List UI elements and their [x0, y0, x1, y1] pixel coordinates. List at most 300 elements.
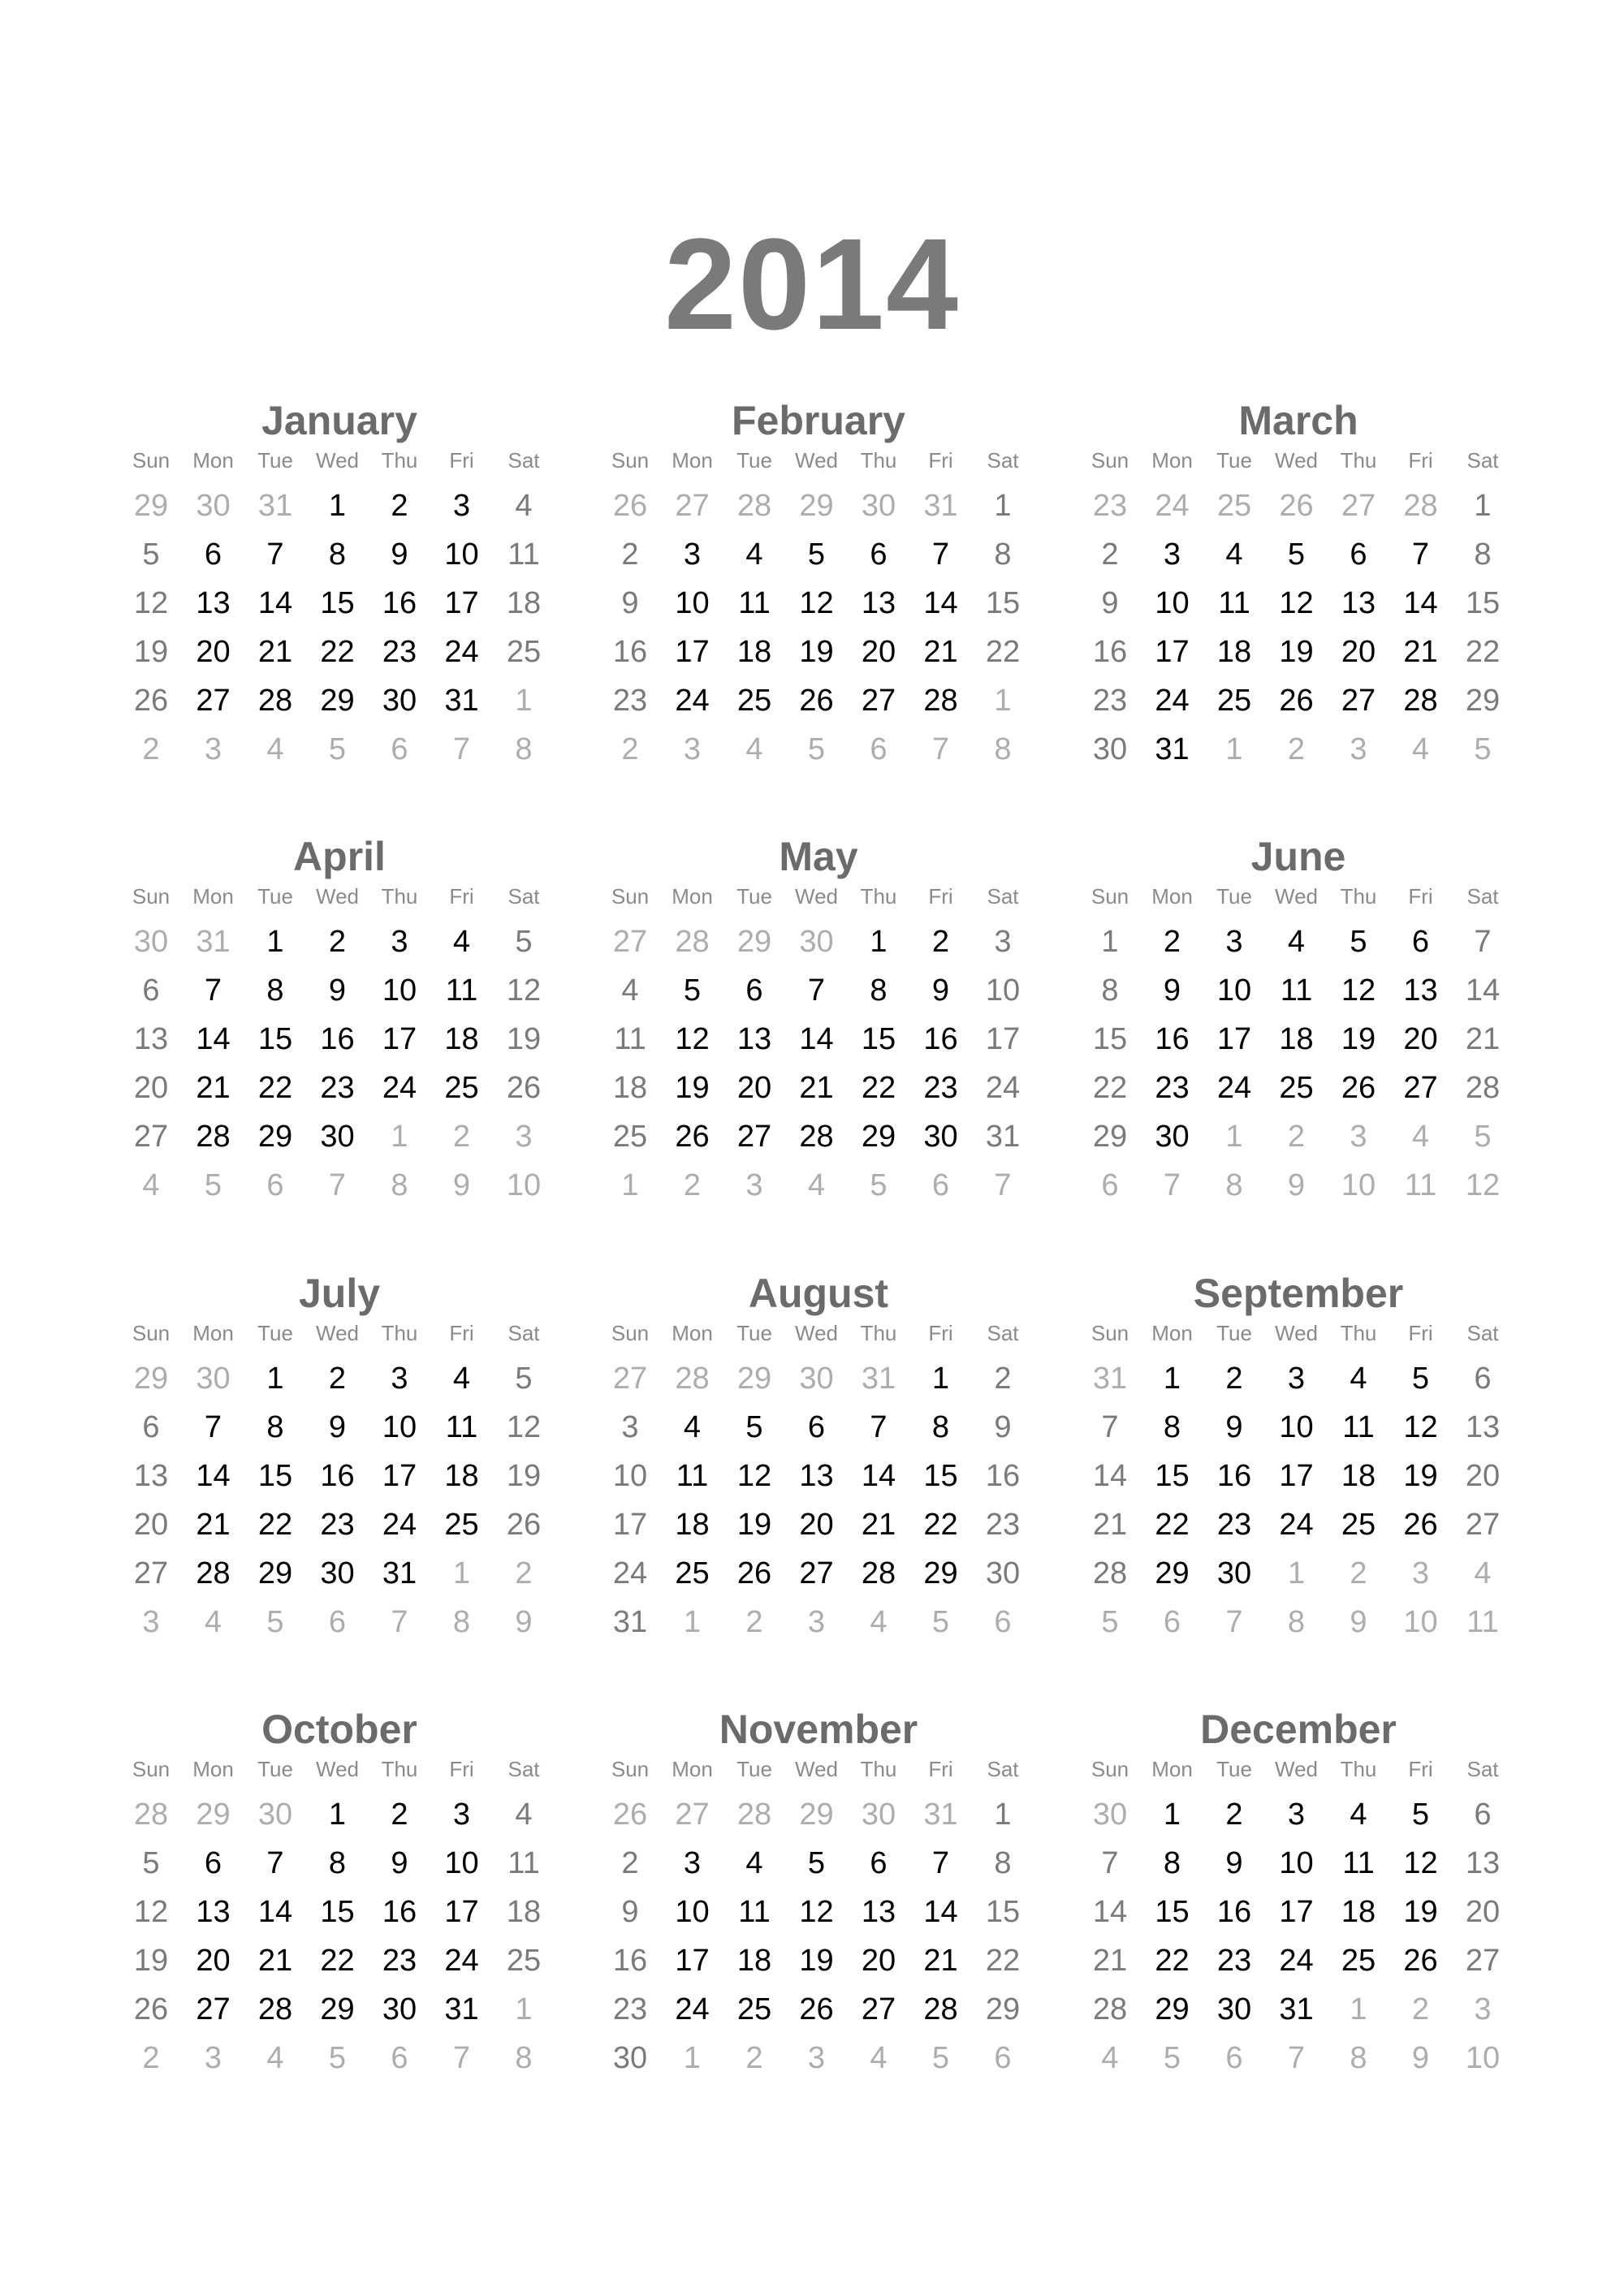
day-cell: 5: [142, 537, 160, 572]
day-cell: 14: [861, 1459, 896, 1493]
day-cell: 30: [320, 1120, 355, 1154]
week-row: [599, 530, 1038, 579]
week-row: [599, 481, 1038, 530]
weekday-label: Tue: [257, 1757, 293, 1781]
day-cell: 16: [1155, 1022, 1190, 1056]
day-cell: 12: [736, 1459, 772, 1493]
adjacent-month-day-cell: 10: [1465, 2041, 1501, 2075]
adjacent-month-day-cell: 3: [745, 1168, 763, 1202]
adjacent-month-day-cell: 5: [328, 732, 347, 766]
adjacent-month-day-cell: 26: [1279, 489, 1314, 523]
adjacent-month-day-cell: 2: [1350, 1556, 1367, 1590]
day-cell: 4: [515, 489, 533, 523]
day-cell: 9: [1225, 1410, 1243, 1444]
month-name: March: [1238, 398, 1358, 443]
adjacent-month-day-cell: 24: [1155, 489, 1190, 523]
weekday-label: Sat: [987, 1321, 1019, 1345]
day-cell: 23: [382, 635, 417, 669]
day-cell: 26: [1341, 1071, 1376, 1105]
weekday-label: Wed: [316, 1757, 359, 1781]
day-cell: 25: [736, 684, 772, 718]
day-cell: 26: [799, 684, 834, 718]
weekday-label: Thu: [381, 1757, 418, 1781]
day-cell: 11: [445, 973, 478, 1008]
week-row: [1079, 1839, 1518, 1888]
day-cell: 17: [985, 1022, 1021, 1056]
weekday-label: Tue: [257, 884, 293, 908]
day-cell: 8: [931, 1410, 950, 1444]
adjacent-month-day-cell: 30: [133, 925, 169, 959]
day-cell: 9: [328, 973, 347, 1008]
week-row: [120, 917, 559, 966]
adjacent-month-day-cell: 7: [452, 732, 471, 766]
week-row: [1079, 1598, 1518, 1646]
day-cell: 9: [391, 1846, 408, 1880]
weekday-label: Thu: [1340, 448, 1377, 473]
day-cell: 24: [1216, 1071, 1252, 1105]
adjacent-month-day-cell: 27: [675, 1798, 710, 1832]
day-cell: 12: [1403, 1410, 1438, 1444]
day-cell: 5: [1350, 925, 1367, 959]
adjacent-month-day-cell: 9: [452, 1168, 471, 1202]
week-row: [1079, 481, 1518, 530]
day-cell: 4: [621, 973, 639, 1008]
adjacent-month-day-cell: 29: [799, 489, 834, 523]
day-cell: 6: [204, 1846, 222, 1880]
day-cell: 28: [196, 1120, 231, 1154]
week-row: [1079, 530, 1518, 579]
day-cell: 25: [612, 1120, 648, 1154]
day-cell: 8: [994, 537, 1012, 572]
week-row: [1079, 1161, 1518, 1210]
weekday-label: Sat: [508, 884, 540, 908]
adjacent-month-day-cell: 26: [612, 489, 648, 523]
adjacent-month-day-cell: 12: [1465, 1168, 1501, 1202]
week-row: [120, 530, 559, 579]
day-cell: 20: [133, 1071, 169, 1105]
day-cell: 30: [320, 1556, 355, 1590]
week-row: [1079, 1500, 1518, 1549]
adjacent-month-day-cell: 7: [391, 1605, 408, 1639]
day-cell: 6: [745, 973, 763, 1008]
day-cell: 18: [444, 1022, 479, 1056]
week-row: [599, 1839, 1038, 1888]
day-cell: 24: [1279, 1508, 1314, 1542]
day-cell: 24: [1155, 684, 1190, 718]
day-cell: 22: [257, 1071, 293, 1105]
day-cell: 1: [994, 1798, 1012, 1832]
week-row: [120, 1452, 559, 1500]
day-cell: 10: [444, 1846, 479, 1880]
day-cell: 16: [612, 635, 648, 669]
adjacent-month-day-cell: 5: [1474, 1120, 1492, 1154]
day-cell: 22: [320, 1944, 355, 1978]
day-cell: 31: [382, 1556, 417, 1590]
day-cell: 20: [799, 1508, 834, 1542]
day-cell: 30: [1216, 1556, 1252, 1590]
day-cell: 22: [320, 635, 355, 669]
day-cell: 21: [257, 1944, 293, 1978]
day-cell: 10: [1279, 1410, 1314, 1444]
adjacent-month-day-cell: 2: [1287, 732, 1306, 766]
day-cell: 15: [1465, 586, 1501, 620]
day-cell: 29: [861, 1120, 896, 1154]
day-cell: 2: [1101, 537, 1119, 572]
weekday-label: Wed: [1275, 884, 1318, 908]
adjacent-month-day-cell: 3: [142, 1605, 160, 1639]
adjacent-month-day-cell: 3: [204, 2041, 222, 2075]
day-cell: 18: [1341, 1459, 1376, 1493]
day-cell: 7: [266, 537, 284, 572]
adjacent-month-day-cell: 6: [1225, 2041, 1243, 2075]
week-row: [599, 1500, 1038, 1549]
day-cell: 15: [1155, 1895, 1190, 1929]
day-cell: 28: [861, 1556, 896, 1590]
day-cell: 26: [1279, 684, 1314, 718]
week-row: [599, 1888, 1038, 1936]
day-cell: 1: [328, 489, 347, 523]
adjacent-month-day-cell: 23: [1092, 489, 1128, 523]
adjacent-month-day-cell: 11: [1466, 1605, 1499, 1639]
day-cell: 3: [621, 1410, 639, 1444]
day-cell: 17: [612, 1508, 648, 1542]
day-cell: 3: [452, 1798, 471, 1832]
day-cell: 2: [931, 925, 950, 959]
day-cell: 22: [257, 1508, 293, 1542]
day-cell: 23: [923, 1071, 958, 1105]
adjacent-month-day-cell: 31: [923, 1798, 958, 1832]
weekday-label: Sat: [1466, 1321, 1499, 1345]
day-cell: 18: [736, 1944, 772, 1978]
day-cell: 8: [266, 1410, 284, 1444]
day-cell: 20: [1465, 1459, 1501, 1493]
day-cell: 2: [328, 925, 347, 959]
weekday-label: Sat: [987, 1757, 1019, 1781]
adjacent-month-day-cell: 4: [266, 2041, 284, 2075]
day-cell: 12: [133, 586, 169, 620]
adjacent-month-day-cell: 29: [736, 925, 772, 959]
adjacent-month-day-cell: 6: [1163, 1605, 1181, 1639]
adjacent-month-day-cell: 4: [1474, 1556, 1492, 1590]
day-cell: 22: [985, 635, 1021, 669]
weekday-label: Sun: [611, 1757, 650, 1781]
adjacent-month-day-cell: 10: [1341, 1168, 1376, 1202]
week-row: [120, 1839, 559, 1888]
weekday-label: Sat: [1466, 884, 1499, 908]
day-cell: 5: [1411, 1798, 1430, 1832]
day-cell: 13: [861, 1895, 896, 1929]
day-cell: 4: [515, 1798, 533, 1832]
day-cell: 13: [736, 1022, 772, 1056]
day-cell: 15: [320, 586, 355, 620]
day-cell: 7: [1474, 925, 1492, 959]
day-cell: 24: [612, 1556, 648, 1590]
adjacent-month-day-cell: 8: [1225, 1168, 1243, 1202]
day-cell: 18: [1216, 635, 1252, 669]
day-cell: 28: [257, 684, 293, 718]
day-cell: 30: [1216, 1992, 1252, 2026]
day-cell: 19: [736, 1508, 772, 1542]
weekday-label: Fri: [928, 448, 953, 473]
day-cell: 16: [1216, 1895, 1252, 1929]
adjacent-month-day-cell: 7: [1225, 1605, 1243, 1639]
adjacent-month-day-cell: 28: [736, 489, 772, 523]
day-cell: 18: [1341, 1895, 1376, 1929]
adjacent-month-day-cell: 29: [196, 1798, 231, 1832]
weekday-label: Mon: [1151, 448, 1193, 473]
day-cell: 31: [1279, 1992, 1314, 2026]
week-row: [120, 1985, 559, 2034]
day-cell: 2: [1225, 1798, 1243, 1832]
adjacent-month-day-cell: 9: [515, 1605, 533, 1639]
week-row: [120, 579, 559, 628]
day-cell: 21: [257, 635, 293, 669]
day-cell: 21: [861, 1508, 896, 1542]
weekday-label: Sun: [132, 1321, 171, 1345]
day-cell: 24: [675, 1992, 710, 2026]
day-cell: 21: [923, 635, 958, 669]
weekday-label: Thu: [860, 448, 897, 473]
day-cell: 25: [444, 1508, 479, 1542]
day-cell: 3: [1163, 537, 1181, 572]
weekday-label: Sat: [508, 1757, 540, 1781]
week-row: [120, 1403, 559, 1452]
adjacent-month-day-cell: 29: [133, 489, 169, 523]
day-cell: 3: [683, 1846, 702, 1880]
adjacent-month-day-cell: 28: [736, 1798, 772, 1832]
week-row: [120, 1790, 559, 1839]
day-cell: 8: [1163, 1410, 1181, 1444]
week-row: [1079, 917, 1518, 966]
weekday-label: Thu: [1340, 1321, 1377, 1345]
month-name: October: [261, 1707, 417, 1752]
day-cell: 3: [994, 925, 1012, 959]
day-cell: 27: [133, 1556, 169, 1590]
day-cell: 12: [506, 973, 542, 1008]
day-cell: 15: [257, 1022, 293, 1056]
adjacent-month-day-cell: 3: [1350, 1120, 1367, 1154]
day-cell: 27: [1403, 1071, 1438, 1105]
weekday-label: Mon: [192, 448, 234, 473]
day-cell: 11: [1342, 1846, 1375, 1880]
day-cell: 30: [1155, 1120, 1190, 1154]
day-cell: 22: [861, 1071, 896, 1105]
day-cell: 26: [799, 1992, 834, 2026]
day-cell: 11: [738, 586, 771, 620]
day-cell: 13: [196, 1895, 231, 1929]
weekday-label: Fri: [449, 1321, 474, 1345]
day-cell: 5: [745, 1410, 763, 1444]
week-row: [599, 676, 1038, 725]
day-cell: 8: [1163, 1846, 1181, 1880]
adjacent-month-day-cell: 27: [612, 925, 648, 959]
day-cell: 30: [382, 1992, 417, 2026]
weekday-label: Thu: [381, 1321, 418, 1345]
adjacent-month-day-cell: 6: [994, 1605, 1012, 1639]
week-row: [120, 725, 559, 774]
day-cell: 24: [444, 635, 479, 669]
day-cell: 26: [1403, 1944, 1438, 1978]
week-row: [1079, 725, 1518, 774]
day-cell: 14: [1092, 1895, 1128, 1929]
day-cell: 27: [1465, 1944, 1501, 1978]
day-cell: 20: [1341, 635, 1376, 669]
day-cell: 25: [1279, 1071, 1314, 1105]
adjacent-month-day-cell: 11: [1404, 1168, 1437, 1202]
day-cell: 24: [382, 1071, 417, 1105]
day-cell: 29: [257, 1556, 293, 1590]
week-row: [120, 1161, 559, 1210]
weekday-label: Mon: [192, 884, 234, 908]
adjacent-month-day-cell: 3: [1350, 732, 1367, 766]
day-cell: 16: [320, 1022, 355, 1056]
weekday-header-row: [1079, 883, 1518, 910]
adjacent-month-day-cell: 31: [1092, 1362, 1128, 1396]
adjacent-month-day-cell: 5: [1101, 1605, 1119, 1639]
day-cell: 1: [1163, 1362, 1181, 1396]
day-cell: 26: [1403, 1508, 1438, 1542]
adjacent-month-day-cell: 1: [515, 1992, 533, 2026]
day-cell: 1: [1163, 1798, 1181, 1832]
day-cell: 10: [444, 537, 479, 572]
day-cell: 15: [985, 1895, 1021, 1929]
month-name: November: [719, 1707, 918, 1752]
day-cell: 27: [799, 1556, 834, 1590]
adjacent-month-day-cell: 8: [452, 1605, 471, 1639]
day-cell: 16: [612, 1944, 648, 1978]
day-cell: 18: [736, 635, 772, 669]
day-cell: 9: [621, 586, 639, 620]
day-cell: 3: [391, 1362, 408, 1396]
weekday-label: Tue: [1216, 1321, 1252, 1345]
day-cell: 1: [931, 1362, 950, 1396]
day-cell: 9: [994, 1410, 1012, 1444]
adjacent-month-day-cell: 1: [452, 1556, 471, 1590]
day-cell: 14: [923, 586, 958, 620]
adjacent-month-day-cell: 31: [196, 925, 231, 959]
day-cell: 17: [1279, 1459, 1314, 1493]
day-cell: 10: [1279, 1846, 1314, 1880]
day-cell: 20: [1465, 1895, 1501, 1929]
weekday-label: Wed: [316, 1321, 359, 1345]
day-cell: 27: [1465, 1508, 1501, 1542]
day-cell: 23: [1155, 1071, 1190, 1105]
weekday-header-row: [599, 1319, 1038, 1347]
day-cell: 24: [444, 1944, 479, 1978]
adjacent-month-day-cell: 27: [675, 489, 710, 523]
weekday-label: Fri: [928, 884, 953, 908]
adjacent-month-day-cell: 29: [736, 1362, 772, 1396]
day-cell: 6: [142, 1410, 160, 1444]
day-cell: 24: [1279, 1944, 1314, 1978]
day-cell: 11: [676, 1459, 709, 1493]
weekday-label: Thu: [860, 1757, 897, 1781]
day-cell: 14: [196, 1022, 231, 1056]
adjacent-month-day-cell: 2: [142, 732, 160, 766]
day-cell: 27: [861, 684, 896, 718]
adjacent-month-day-cell: 4: [870, 1605, 888, 1639]
week-row: [599, 1452, 1038, 1500]
day-cell: 30: [612, 2041, 648, 2075]
day-cell: 19: [799, 1944, 834, 1978]
week-row: [120, 1064, 559, 1112]
week-row: [1079, 1403, 1518, 1452]
adjacent-month-day-cell: 4: [1101, 2041, 1119, 2075]
adjacent-month-day-cell: 30: [196, 1362, 231, 1396]
adjacent-month-day-cell: 3: [515, 1120, 533, 1154]
day-cell: 29: [1155, 1992, 1190, 2026]
adjacent-month-day-cell: 28: [675, 1362, 710, 1396]
adjacent-month-day-cell: 6: [391, 2041, 408, 2075]
weekday-label: Sun: [1091, 1757, 1129, 1781]
day-cell: 2: [391, 489, 408, 523]
week-row: [1079, 1888, 1518, 1936]
day-cell: 19: [799, 635, 834, 669]
day-cell: 31: [444, 1992, 479, 2026]
day-cell: 19: [133, 635, 169, 669]
day-cell: 3: [1287, 1798, 1306, 1832]
day-cell: 18: [444, 1459, 479, 1493]
adjacent-month-day-cell: 3: [683, 732, 702, 766]
adjacent-month-day-cell: 9: [1350, 1605, 1367, 1639]
day-cell: 4: [452, 1362, 471, 1396]
week-row: [599, 1598, 1038, 1646]
adjacent-month-day-cell: 8: [515, 732, 533, 766]
weekday-label: Mon: [192, 1757, 234, 1781]
week-row: [599, 1161, 1038, 1210]
day-cell: 17: [444, 586, 479, 620]
day-cell: 7: [1101, 1410, 1119, 1444]
weekday-label: Wed: [316, 884, 359, 908]
adjacent-month-day-cell: 2: [683, 1168, 702, 1202]
weekday-label: Tue: [1216, 884, 1252, 908]
week-row: [599, 1112, 1038, 1161]
adjacent-month-day-cell: 28: [1403, 489, 1438, 523]
weekday-label: Sat: [508, 1321, 540, 1345]
day-cell: 17: [1216, 1022, 1252, 1056]
day-cell: 25: [506, 635, 542, 669]
day-cell: 28: [196, 1556, 231, 1590]
week-row: [1079, 1354, 1518, 1403]
day-cell: 5: [515, 925, 533, 959]
day-cell: 25: [736, 1992, 772, 2026]
weekday-label: Sat: [987, 884, 1019, 908]
adjacent-month-day-cell: 5: [807, 732, 826, 766]
day-cell: 28: [799, 1120, 834, 1154]
weekday-header-row: [120, 1319, 559, 1347]
adjacent-month-day-cell: 1: [1225, 732, 1243, 766]
weekday-label: Thu: [860, 884, 897, 908]
weekday-label: Mon: [672, 448, 713, 473]
day-cell: 20: [736, 1071, 772, 1105]
day-cell: 2: [1163, 925, 1181, 959]
weekday-label: Mon: [1151, 1321, 1193, 1345]
weekday-label: Wed: [795, 1757, 838, 1781]
day-cell: 23: [320, 1508, 355, 1542]
adjacent-month-day-cell: 9: [1411, 2041, 1430, 2075]
day-cell: 23: [320, 1071, 355, 1105]
day-cell: 23: [612, 684, 648, 718]
adjacent-month-day-cell: 2: [515, 1556, 533, 1590]
day-cell: 6: [870, 1846, 888, 1880]
day-cell: 1: [870, 925, 888, 959]
week-row: [599, 1015, 1038, 1064]
week-row: [1079, 2034, 1518, 2082]
day-cell: 9: [1163, 973, 1181, 1008]
day-cell: 10: [985, 973, 1021, 1008]
week-row: [1079, 1112, 1518, 1161]
week-row: [1079, 676, 1518, 725]
